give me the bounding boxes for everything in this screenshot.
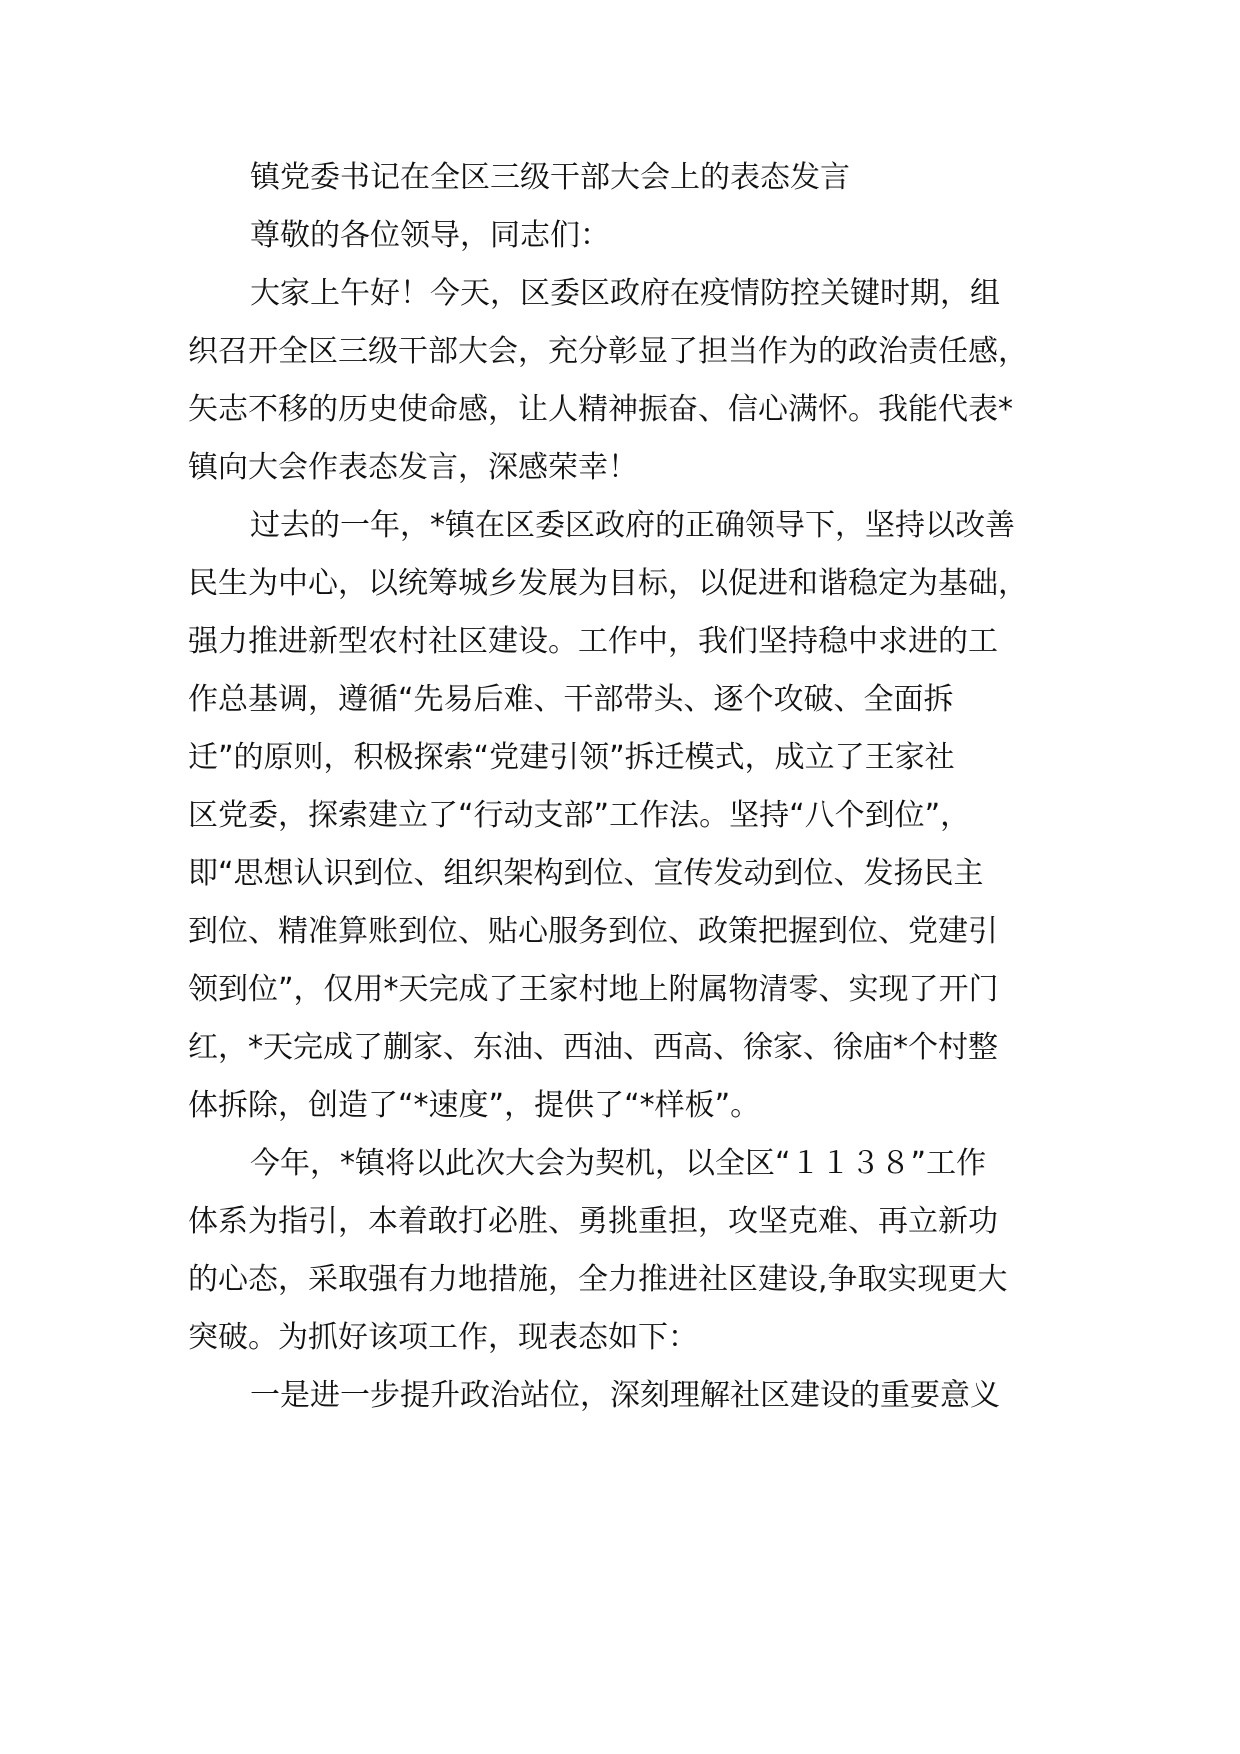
paragraph-line: 区党委，探索建立了“行动支部”工作法。坚持“八个到位”， [188,798,971,833]
paragraph-line: 镇向大会作表态发言，深感荣幸！ [188,450,638,485]
paragraph-line: 今年，*镇将以此次大会为契机，以全区“１１３８”工作 [250,1146,987,1181]
paragraph-line: 民生为中心，以统筹城乡发展为目标，以促进和谐稳定为基础， [188,566,1028,601]
paragraph-line: 织召开全区三级干部大会，充分彰显了担当作为的政治责任感， [188,334,1028,369]
paragraph-line: 过去的一年，*镇在区委区政府的正确领导下，坚持以改善 [250,508,1015,543]
paragraph-line: 红，*天完成了蒯家、东油、西油、西高、徐家、徐庙*个村整 [188,1030,998,1065]
paragraph-line: 一是进一步提升政治站位，深刻理解社区建设的重要意义 [250,1378,1000,1413]
paragraph-line: 大家上午好！今天，区委区政府在疫情防控关键时期，组 [250,276,1000,311]
paragraph-line: 的心态，采取强有力地措施，全力推进社区建设,争取实现更大 [188,1262,1008,1297]
paragraph-line: 领到位”，仅用*天完成了王家村地上附属物清零、实现了开门 [188,972,999,1007]
salutation: 尊敬的各位领导，同志们： [250,218,610,253]
paragraph-line: 迁”的原则，积极探索“党建引领”拆迁模式，成立了王家社 [188,740,955,775]
paragraph-line: 体系为指引，本着敢打必胜、勇挑重担，攻坚克难、再立新功 [188,1204,998,1239]
document-title: 镇党委书记在全区三级干部大会上的表态发言 [250,160,850,195]
paragraph-line: 突破。为抓好该项工作，现表态如下： [188,1320,698,1355]
paragraph-line: 作总基调，遵循“先易后难、干部带头、逐个攻破、全面拆 [188,682,954,717]
paragraph-line: 即“思想认识到位、组织架构到位、宣传发动到位、发扬民主 [188,856,984,891]
paragraph-line: 强力推进新型农村社区建设。工作中，我们坚持稳中求进的工 [188,624,998,659]
paragraph-line: 体拆除，创造了“*速度”，提供了“*样板”。 [188,1088,761,1123]
paragraph-line: 到位、精准算账到位、贴心服务到位、政策把握到位、党建引 [188,914,998,949]
paragraph-line: 矢志不移的历史使命感，让人精神振奋、信心满怀。我能代表* [188,392,1013,427]
